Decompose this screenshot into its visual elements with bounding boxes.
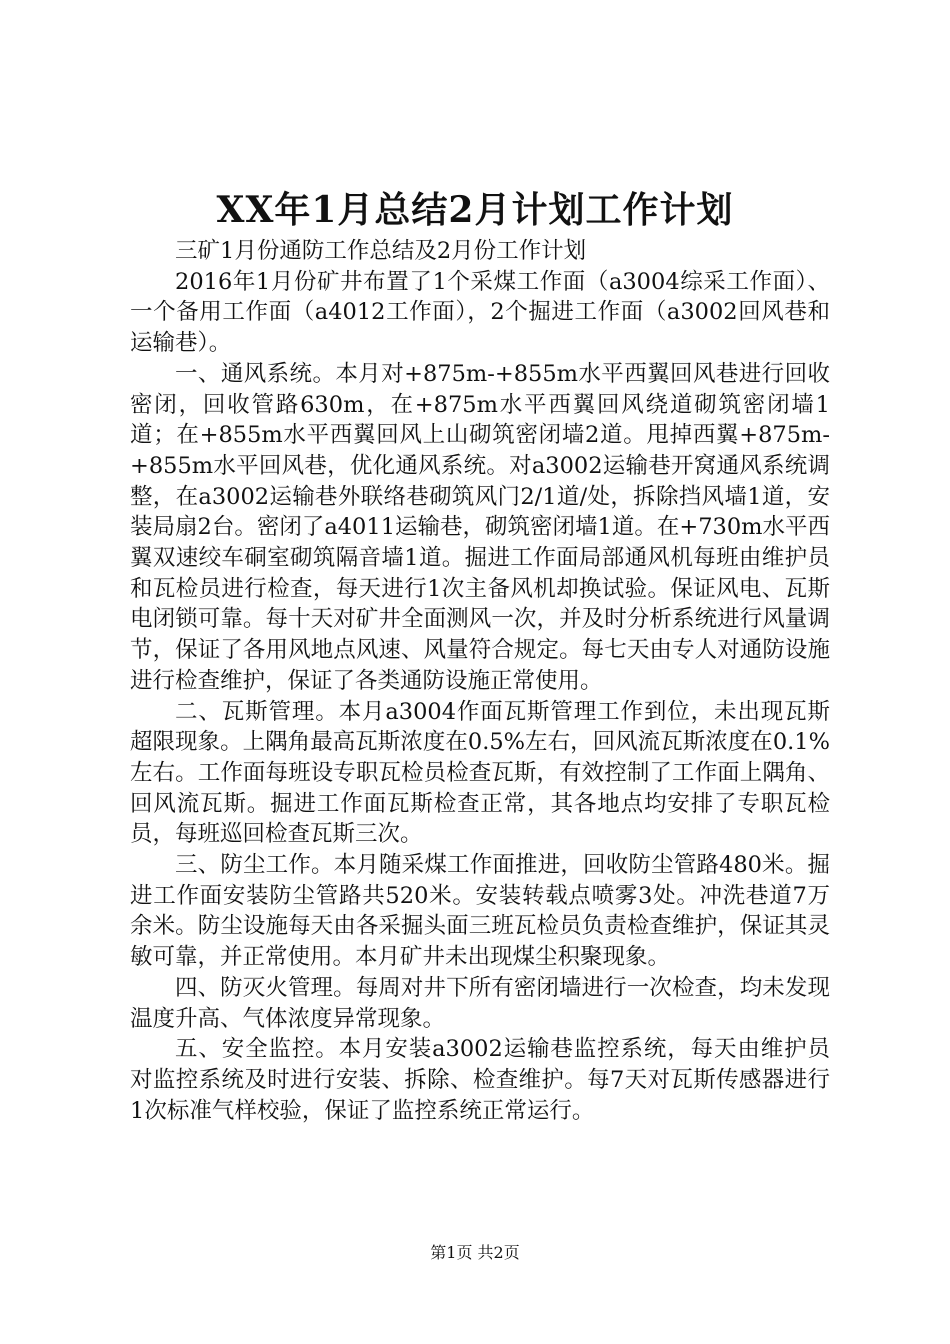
- paragraph-intro: 2016年1月份矿井布置了1个采煤工作面（a3004综采工作面）、一个备用工作面（a4012工作面），2个掘进工作面（a3002回风巷和运输巷）。: [130, 268, 830, 357]
- document-body: [130, 236, 830, 1126]
- paragraph-safety-monitoring: 五、安全监控。本月安装a3002运输巷监控系统，每天由维护员对监控系统及时进行安装、拆除、检查维护。每7天对瓦斯传感器进行1次标准气样校验，保证了监控系统正常运行。: [130, 1036, 830, 1124]
- paragraph-ventilation: 一、通风系统。本月对+875m-+855m水平西翼回风巷进行回收密闭，回收管路630m，在+875m水平西翼回风绕道砌筑密闭墙1道；在+855m水平西翼回风上山砌筑密闭墙2道。甩掉西翼+875m-+855m水平回风巷，优化通风系统。对a3002运输巷开窝通风系统调整，在a3002运输巷外联络巷砌筑风门2/1道/处，拆除挡风墙1道，安装局扇2台。密闭了a4011运输巷，砌筑密闭墙1道。在+730m水平西翼双速绞车硐室砌筑隔音墙1道。掘进工作面局部通风机每班由维护员和瓦检员进行检查，每天进行1次主备风机却换试验。保证风电、瓦斯电闭锁可靠。每十天对矿井全面测风一次，并及时分析系统进行风量调节，保证了各用风地点风速、风量符合规定。每七天由专人对通防设施进行检查维护，保证了各类通防设施正常使用。: [130, 360, 830, 694]
- paragraph-gas-management: 二、瓦斯管理。本月a3004作面瓦斯管理工作到位，未出现瓦斯超限现象。上隅角最高瓦斯浓度在0.5%左右，回风流瓦斯浓度在0.1%左右。工作面每班设专职瓦检员检查瓦斯，有效控制了工作面上隅角、回风流瓦斯。掘进工作面瓦斯检查正常，其各地点均安排了专职瓦检员，每班巡回检查瓦斯三次。: [130, 698, 830, 848]
- paragraph-subtitle: 三矿1月份通防工作总结及2月份工作计划: [175, 238, 587, 264]
- document-title: XX年1月总结2月计划工作计划: [216, 189, 734, 231]
- page-footer: 第1页 共2页: [430, 1243, 520, 1262]
- paragraph-dust-control: 三、防尘工作。本月随采煤工作面推进，回收防尘管路480米。掘进工作面安装防尘管路共520米。安装转载点喷雾3处。冲洗巷道7万余米。防尘设施每天由各采掘头面三班瓦检员负责检查维护，保证其灵敏可靠，并正常使用。本月矿井未出现煤尘积聚现象。: [130, 852, 830, 971]
- paragraph-fire-prevention: 四、防灭火管理。每周对井下所有密闭墙进行一次检查，均未发现温度升高、气体浓度异常现象。: [130, 974, 830, 1032]
